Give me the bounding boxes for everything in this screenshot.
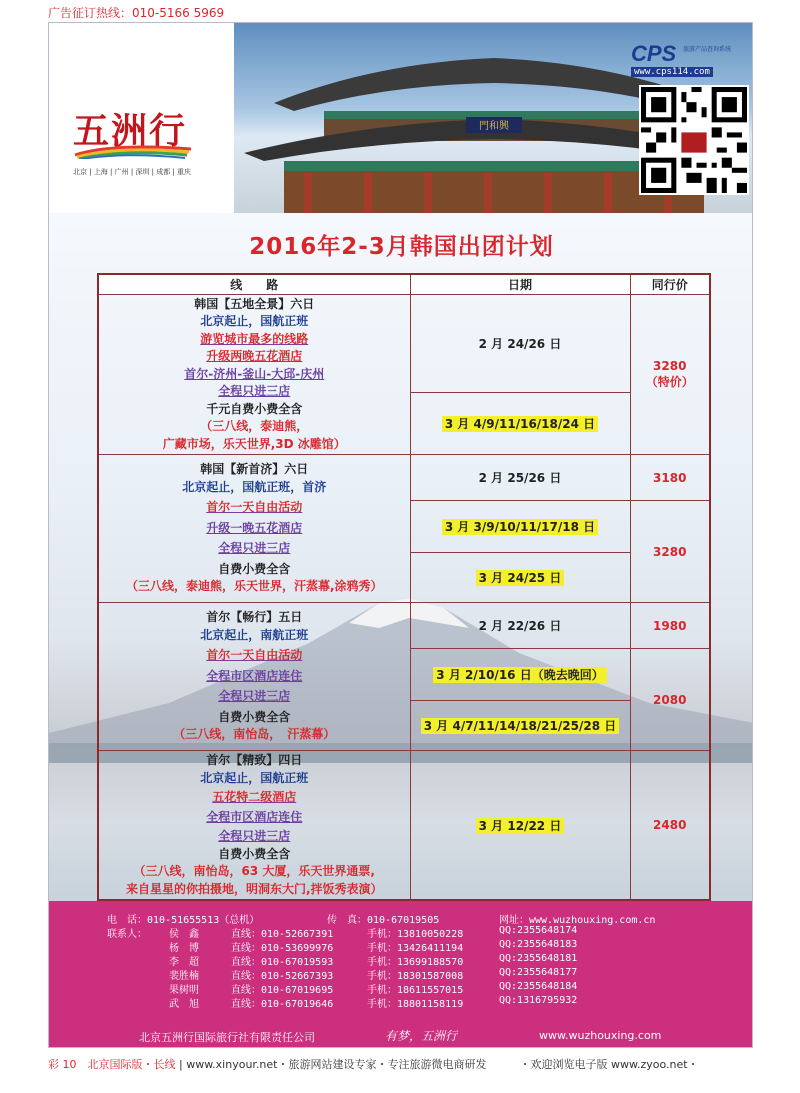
contact-line: 直线：010-67019695 [231,985,334,996]
table-row [98,294,710,392]
date-text: 3 月 24/25 日 [476,570,565,586]
route-line: 韩国【新首济】六日 [200,462,309,477]
footer-contacts-label: 联系人： [107,929,147,940]
rainbow-swoosh-icon [73,143,193,159]
contact-mobile: 手机：13426411194 [367,943,464,954]
price-value: 3280 [653,358,687,373]
contact-name: 果树明 [169,985,199,996]
company-logo [73,103,233,183]
route-line: 北京起止，国航正班，首济 [182,479,327,494]
contact-qq: QQ:1316795932 [499,995,578,1006]
price-value: 1980 [653,618,687,633]
route-line: （三八线，泰迪熊， [200,419,309,433]
table-header-row [98,274,710,294]
cps-url: www.cps114.com [631,67,713,77]
logo-text: 五洲行 [73,110,188,152]
date-cell [410,701,630,751]
route-line: 全程只进三店 [218,829,291,843]
contact-line: 直线：010-52667391 [231,929,334,940]
cps-badge [619,41,749,209]
price-cell [630,603,710,649]
route-line: 游览城市最多的线路 [200,331,309,346]
contact-mobile: 手机：18801158119 [367,999,464,1010]
footer-website[interactable]: 网址：www.wuzhouxing.com.cn [499,915,656,926]
contact-footer [49,901,753,1048]
route-line: 广藏市场，乐天世界,3D 冰雕馆） [162,436,346,451]
route-line: 首尔-济州-釜山-大邱-庆州 [184,366,325,381]
header-date: 日期 [410,274,630,294]
route-line: 首尔【畅行】五日 [206,610,303,625]
date-text: 3 月 3/9/10/11/17/18 日 [442,519,598,535]
advert-page [48,22,753,1048]
route-cell-1 [98,294,410,455]
contact-mobile: 手机：18301587008 [367,971,464,982]
date-text: 3 月 4/9/11/16/18/24 日 [442,416,598,432]
page-header [49,23,753,213]
route-line: 自费小费全含 [218,561,291,576]
date-text: 3 月 2/10/16 日（晚去晚回） [433,667,606,683]
header-price: 同行价 [630,274,710,294]
contact-qq: QQ:2355648183 [499,939,578,950]
date-cell [410,603,630,649]
ad-hotline: 广告征订热线：010-5166 5969 [48,6,225,20]
date-cell [410,501,630,553]
page-label: 彩 10 北京国际版・长线 [48,1058,176,1071]
route-line: 首尔一天自由活动 [206,648,303,663]
date-cell [410,392,630,454]
route-line: 五花特二级酒店 [212,790,297,804]
footer-fax: 传 真：010-67019505 [327,915,440,926]
price-note: （特价） [645,374,694,389]
date-cell [410,649,630,701]
route-line: 全程只进三店 [218,384,291,398]
contact-mobile: 手机：18611557015 [367,985,464,996]
table-row [98,455,710,501]
footer-company: 北京五洲行国际旅行社有限责任公司 [139,1031,315,1044]
price-cell [630,294,710,455]
price-cell [630,501,710,603]
price-cell [630,455,710,501]
route-line: 升级一晚五花酒店 [206,520,303,535]
date-text: 3 月 12/22 日 [476,818,565,834]
contact-line: 直线：010-67019593 [231,957,334,968]
price-value: 2480 [653,818,687,832]
date-text: 2 月 22/26 日 [478,619,562,633]
route-line: 全程只进三店 [218,689,291,704]
price-cell [630,751,710,901]
route-line: 千元自费小费全含 [206,401,303,416]
contact-qq: QQ:2355648181 [499,953,578,964]
price-cell [630,649,710,751]
contact-line: 直线：010-53699976 [231,943,334,954]
footer-slogan: 有梦，五洲行 [385,1029,458,1043]
route-cell-4 [98,751,410,901]
route-cell-2 [98,455,410,603]
contact-name: 裴胜楠 [169,971,199,982]
route-line: 韩国【五地全景】六日 [194,296,315,311]
date-cell [410,455,630,501]
contact-mobile: 手机：13810050228 [367,929,464,940]
route-cell-3 [98,603,410,751]
contact-qq: QQ:2355648177 [499,967,578,978]
cps-logo: CPS [631,41,677,66]
contact-name: 侯 鑫 [169,929,199,940]
route-line: 首尔一天自由活动 [206,500,303,515]
route-line: （三八线，南怡岛，63 大厦，乐天世界通票, [133,864,375,878]
date-cell [410,553,630,603]
palace-photo [234,23,753,213]
route-line: 北京起止，国航正班 [200,770,309,785]
page-bottom-bar [48,1056,753,1072]
page-title: 2016年2-3月韩国出团计划 [249,234,554,260]
cps-subtitle: 旅游产品查询系统 [683,46,732,53]
route-line: 北京起止，南航正班 [200,627,309,642]
logo-cities: 北京 | 上海 | 广州 | 深圳 | 成都 | 重庆 [73,168,192,176]
route-line: 自费小费全含 [218,846,291,861]
route-line: 北京起止，国航正班 [200,314,309,328]
table-row [98,603,710,649]
price-value: 3280 [653,544,687,559]
price-value: 3180 [653,470,687,485]
contact-line: 直线：010-52667393 [231,971,334,982]
bottom-bar-text: | www.xinyour.net・旅游网站建设专家・专注旅游微电商研发 ・欢迎浏览电子版 www.zyoo.net・ [175,1058,699,1071]
qr-code-icon[interactable] [639,85,749,195]
route-line: 全程市区酒店连住 [206,668,303,683]
contact-name: 杨 博 [169,943,199,954]
date-text: 3 月 4/7/11/14/18/21/25/28 日 [421,718,619,734]
route-line: 全程只进三店 [218,541,291,556]
palace-sign: 門和興 [479,121,509,132]
contact-qq: QQ:2355648184 [499,981,578,992]
route-line: 全程市区酒店连住 [206,809,303,824]
tour-schedule-table [97,273,711,901]
route-line: 升级两晚五花酒店 [206,349,303,363]
contact-qq: QQ:2355648174 [499,925,578,936]
contact-mobile: 手机：13699188570 [367,957,464,968]
route-line: 首尔【精致】四日 [206,753,303,767]
contact-name: 李 超 [169,957,199,968]
date-text: 2 月 24/26 日 [478,336,562,351]
route-line: （三八线，泰迪熊，乐天世界，汗蒸幕,涂鸦秀） [125,579,383,594]
footer-phone: 电 话：010-51655513（总机） [107,915,260,926]
contact-line: 直线：010-67019646 [231,999,334,1010]
route-line: 自费小费全含 [218,709,291,724]
footer-web-link[interactable]: www.wuzhouxing.com [539,1029,662,1042]
header-route: 线 路 [98,274,410,294]
route-line: 来自星星的你拍摄地，明洞东大门,拌饭秀表演） [125,881,383,896]
date-cell [410,751,630,901]
date-cell [410,294,630,392]
price-value: 2080 [653,692,687,707]
contact-name: 武 旭 [169,999,199,1010]
table-row [98,751,710,901]
date-text: 2 月 25/26 日 [478,471,562,485]
route-line: （三八线，南怡岛， 汗蒸幕） [173,727,336,742]
